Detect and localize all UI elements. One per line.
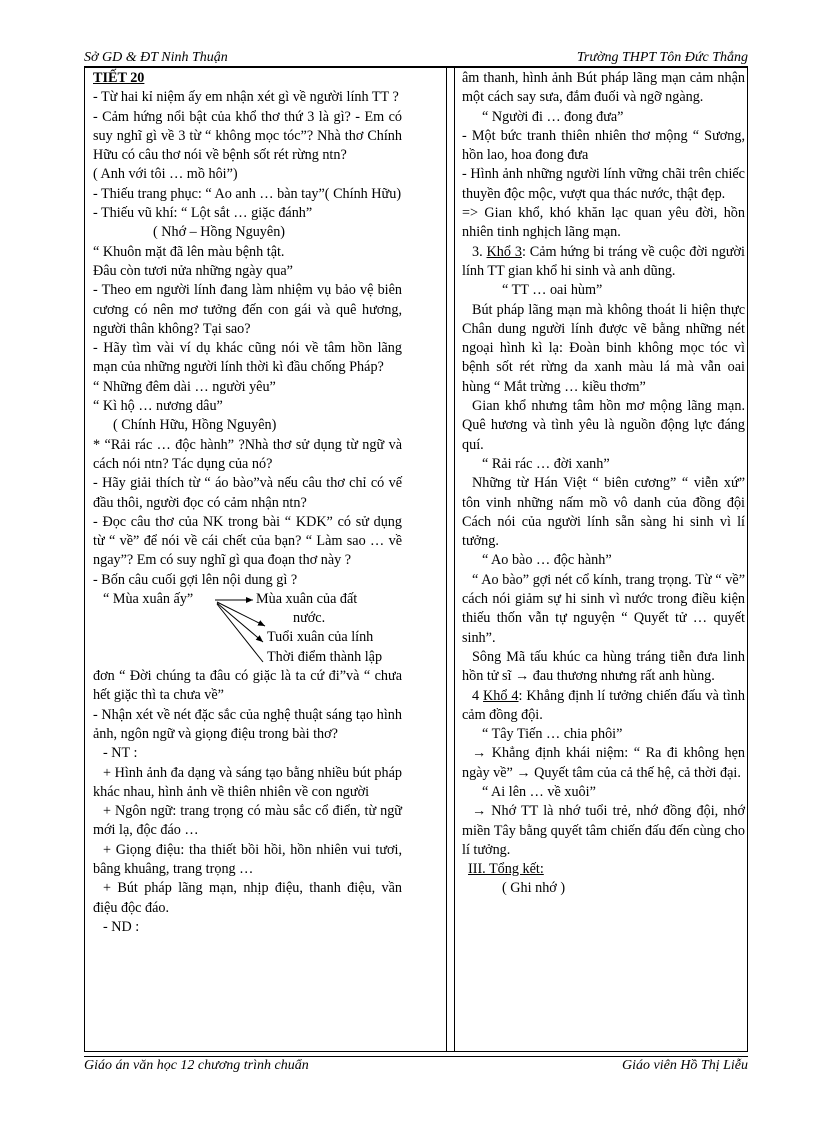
question: - Cảm hứng nổi bật của khổ thơ thứ 3 là gì? - Em có suy nghĩ gì về 3 từ “ không mọc tóc”? Nhà thơ Chính Hữu có câu thơ nói về bệnh sốt rét rừng ntn? [93, 108, 402, 164]
section-label: Khổ 3 [486, 243, 522, 260]
diagram-branch: nước. [293, 610, 326, 627]
footer-course: Giáo án văn học 12 chương trình chuẩn [84, 1058, 309, 1073]
note-item: + Giọng điệu: tha thiết bồi hồi, hồn nhiên vui tươi, bâng khuâng, trang trọng … [93, 841, 402, 877]
poem-source: ( Chính Hữu, Hồng Nguyên) [113, 417, 277, 434]
content-paragraph: Bút pháp lãng mạn mà không thoát li hiện thực Chân dung người lính được vẽ bằng những nét ngoại hình kì lạ: Đoàn binh không mọc tóc vì bệnh sốt rét rừng da xanh màu lá mà vẫn oai hùng “ Mắt trừng … kiều thơm” [462, 301, 745, 395]
summary-note: ( Ghi nhớ ) [502, 880, 566, 897]
content-paragraph: “ Ao bào” gợi nét cổ kính, trang trọng. Từ “ về” cách nói giảm sự hi sinh vì nước trong điều kiện thiếu thốn vẫn tự nguyện “ Quyết tử … quyết sinh”. [462, 571, 745, 646]
question: - Bốn câu cuối gợi lên nội dung gì ? [93, 571, 298, 588]
poem-quote: “ Rải rác … đời xanh” [482, 455, 610, 472]
diagram-line [217, 604, 263, 662]
poem-quote: “ Tây Tiến … chia phôi” [482, 726, 623, 743]
header-department: Sở GD & ĐT Ninh Thuận [84, 50, 228, 65]
note-item: đơn “ Đời chúng ta đâu có giặc là ta cứ đi”và “ chưa hết giặc thì ta chưa về” [93, 668, 402, 704]
footer-teacher: Giáo viên Hồ Thị Liễu [622, 1058, 748, 1073]
question: - Nhận xét về nét đặc sắc của nghệ thuật sáng tạo hình ảnh, ngôn ngữ và giọng điệu trong bài thơ? [93, 706, 402, 742]
content-paragraph: Gian khổ nhưng tâm hồn mơ mộng lãng mạn. Quê hương và tình yêu là nguồn động lực đáng quí. [462, 398, 745, 453]
content-paragraph: - Hình ảnh những người lính vững chãi trên chiếc thuyền độc mộc, vượt qua thác nước, thật đẹp. [462, 166, 745, 202]
diagram-branch: Tuổi xuân của lính [267, 629, 374, 646]
content-paragraph: → Nhớ TT là nhớ tuổi trẻ, nhớ đồng đội, nhớ miền Tây bằng quyết tâm chiến đấu đến cùng cho lí tưởng. [462, 803, 745, 858]
poem-quote: “ Người đi … đong đưa” [482, 108, 624, 125]
content-paragraph: → Khẳng định khái niệm: “ Ra đi không hẹn ngày về” → Quyết tâm của cả thế hệ, cả thời đại. [462, 745, 745, 781]
section-heading [462, 243, 745, 282]
question: - Theo em người lính đang làm nhiệm vụ bảo vệ biên cương có nên mơ tưởng đến con gái và quê hương, người thân không? Tại sao? [93, 282, 402, 337]
poem-quote: ( Anh với tôi … mồ hôi”) [93, 166, 238, 183]
page-header [84, 50, 748, 66]
content-paragraph: Sông Mã tấu khúc ca hùng tráng tiễn đưa linh hồn tử sĩ → đau thương nhưng rất anh hùng. [462, 648, 745, 685]
note-item: + Ngôn ngữ: trang trọng có màu sắc cổ điển, từ ngữ mới lạ, độc đáo … [93, 803, 402, 839]
question: - Hãy tìm vài ví dụ khác cũng nói về tâm hồn lãng mạn của những người lính thời kì đầu chống Pháp? [93, 340, 402, 376]
note-item: - Thiếu vũ khí: “ Lột sắt … giặc đánh” [93, 205, 313, 222]
diagram-root: “ Mùa xuân ấy” [103, 591, 194, 608]
poem-quote: “ Ai lên … về xuôi” [482, 783, 596, 800]
header-school: Trường THPT Tôn Đức Thắng [576, 50, 748, 65]
diagram-branch: Thời điểm thành lập [267, 649, 383, 666]
poem-quote: “ Những đêm dài … người yêu” [93, 378, 276, 395]
content-paragraph: âm thanh, hình ảnh Bút pháp lãng mạn cảm nhận một cách say sưa, đắm đuối và ngỡ ngàng. [462, 70, 745, 106]
teacher-questions-column [93, 69, 402, 937]
section-label: Khổ 4 [483, 687, 519, 704]
note-item: + Hình ảnh đa dạng và sáng tạo bằng nhiều bút pháp khác nhau, hình ảnh về thiên nhiên về con người [93, 764, 402, 800]
section-text: : Cảm hứng bi tráng về cuộc đời người lính TT gian khổ hi sinh và anh dũng. [462, 243, 745, 279]
question: * “Rải rác … độc hành” ?Nhà thơ sử dụng từ ngữ và cách nói ntn? Tác dụng của nó? [93, 436, 402, 472]
poem-quote: “ Khuôn mặt đã lên màu bệnh tật. [93, 243, 285, 260]
column-divider [446, 68, 447, 1051]
content-paragraph: - Một bức tranh thiên nhiên thơ mộng “ Sương, hồn lao, hoa đong đưa [462, 127, 745, 164]
section-heading [462, 687, 745, 726]
question: - Đọc câu thơ của NK trong bài “ KDK” có sử dụng từ “ về” để nói về cái chết của bạn? “ Làm sao … về ngay”? Em có suy nghĩ gì qua đoạn thơ này ? [93, 513, 402, 569]
page-footer [84, 1058, 748, 1074]
poem-source: ( Nhớ – Hồng Nguyên) [153, 224, 286, 241]
lesson-table [84, 67, 748, 1052]
column-divider [454, 68, 455, 1051]
section-text: : Khẳng định lí tưởng chiến đấu và tình cảm đồng đội. [462, 687, 745, 723]
diagram-branch: Mùa xuân của đất [256, 591, 358, 608]
question: - Hãy giải thích từ “ áo bào”và nếu câu thơ chỉ có vế đầu thôi, người đọc có cảm nhận ntn? [93, 475, 402, 511]
poem-quote: Đâu còn tươi nửa những ngày qua” [93, 262, 293, 279]
lesson-title: TIẾT 20 [93, 70, 145, 86]
poem-quote: “ TT … oai hùm” [502, 282, 603, 299]
poem-quote: “ Ao bào … độc hành” [482, 552, 612, 569]
note-item: + Bút pháp lãng mạn, nhịp điệu, thanh điệu, vần điệu độc đáo. [93, 880, 402, 916]
section-label: - NT : [103, 745, 138, 762]
section-number: 4 [472, 687, 480, 704]
content-paragraph: Những từ Hán Việt “ biên cương” “ viễn xứ” tôn vinh những nấm mồ vô danh của đồng đội Cách nói của người lính sẵn sàng hi sinh vì lí tưởng. [462, 475, 745, 550]
poem-quote: “ Kì hộ … nương dâu” [93, 398, 223, 415]
lesson-content-column [462, 69, 745, 899]
note-item: - Thiếu trang phục: “ Ao anh … bàn tay”( Chính Hữu) [93, 185, 402, 202]
spring-meaning-diagram [93, 590, 402, 687]
content-paragraph: => Gian khổ, khó khăn lạc quan yêu đời, hồn nhiên tinh nghịch lãng mạn. [462, 205, 745, 241]
question: - Từ hai kỉ niệm ấy em nhận xét gì về người lính TT ? [93, 89, 399, 106]
section-number: 3. [472, 243, 483, 260]
summary-heading: III. Tổng kết: [468, 861, 544, 878]
footer-rule [84, 1056, 748, 1057]
section-label: - ND : [103, 918, 140, 935]
